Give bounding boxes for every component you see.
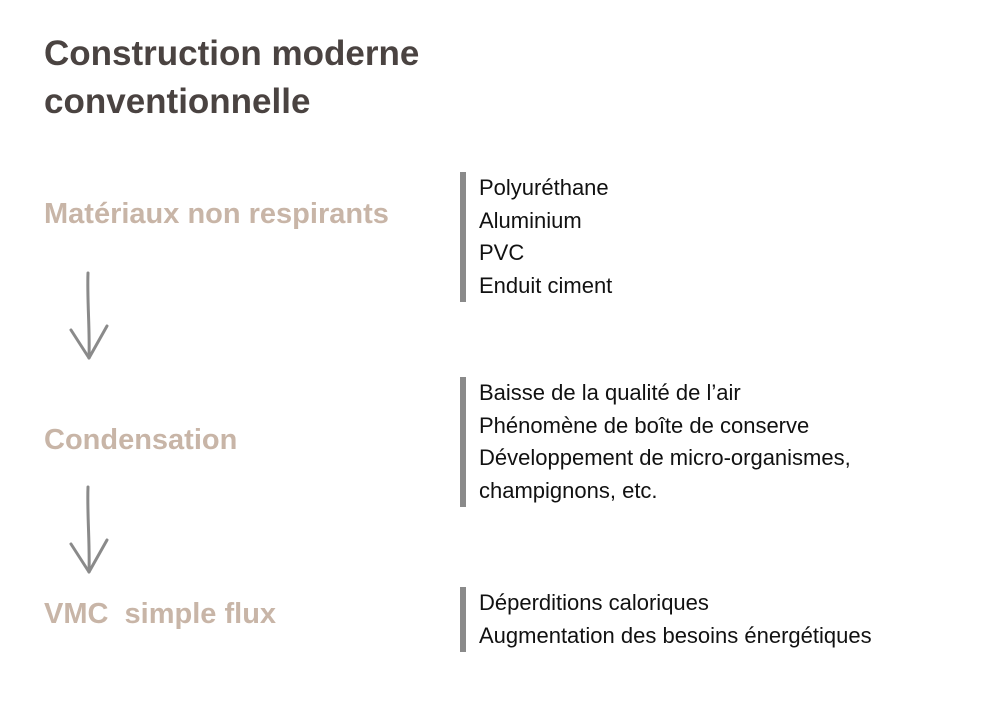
detail-item: Augmentation des besoins énergétiques	[479, 622, 872, 648]
title-line-2: conventionnelle	[44, 82, 311, 121]
arrow-down-icon	[67, 484, 111, 579]
stage-label-materials: Matériaux non respirants	[44, 198, 389, 230]
stage-label-vmc: VMC simple flux	[44, 598, 277, 630]
detail-group-condensation	[460, 377, 851, 507]
detail-item: PVC	[479, 240, 525, 265]
detail-item: Aluminium	[479, 207, 582, 233]
stage-label-condensation: Condensation	[44, 424, 238, 456]
detail-item: Phénomène de boîte de conserve	[479, 412, 810, 438]
title-line-1: Construction moderne	[44, 34, 420, 73]
detail-item: Développement de micro-organismes,	[479, 445, 851, 470]
arrow-down-icon	[67, 270, 111, 365]
page-title	[44, 30, 664, 126]
detail-item: champignons, etc.	[479, 477, 658, 503]
detail-group-vmc	[460, 587, 872, 652]
detail-group-materials	[460, 172, 612, 302]
detail-item: Déperditions caloriques	[479, 590, 709, 615]
detail-item: Polyuréthane	[479, 175, 609, 200]
detail-item: Baisse de la qualité de l’air	[479, 380, 741, 405]
detail-item: Enduit ciment	[479, 272, 613, 298]
